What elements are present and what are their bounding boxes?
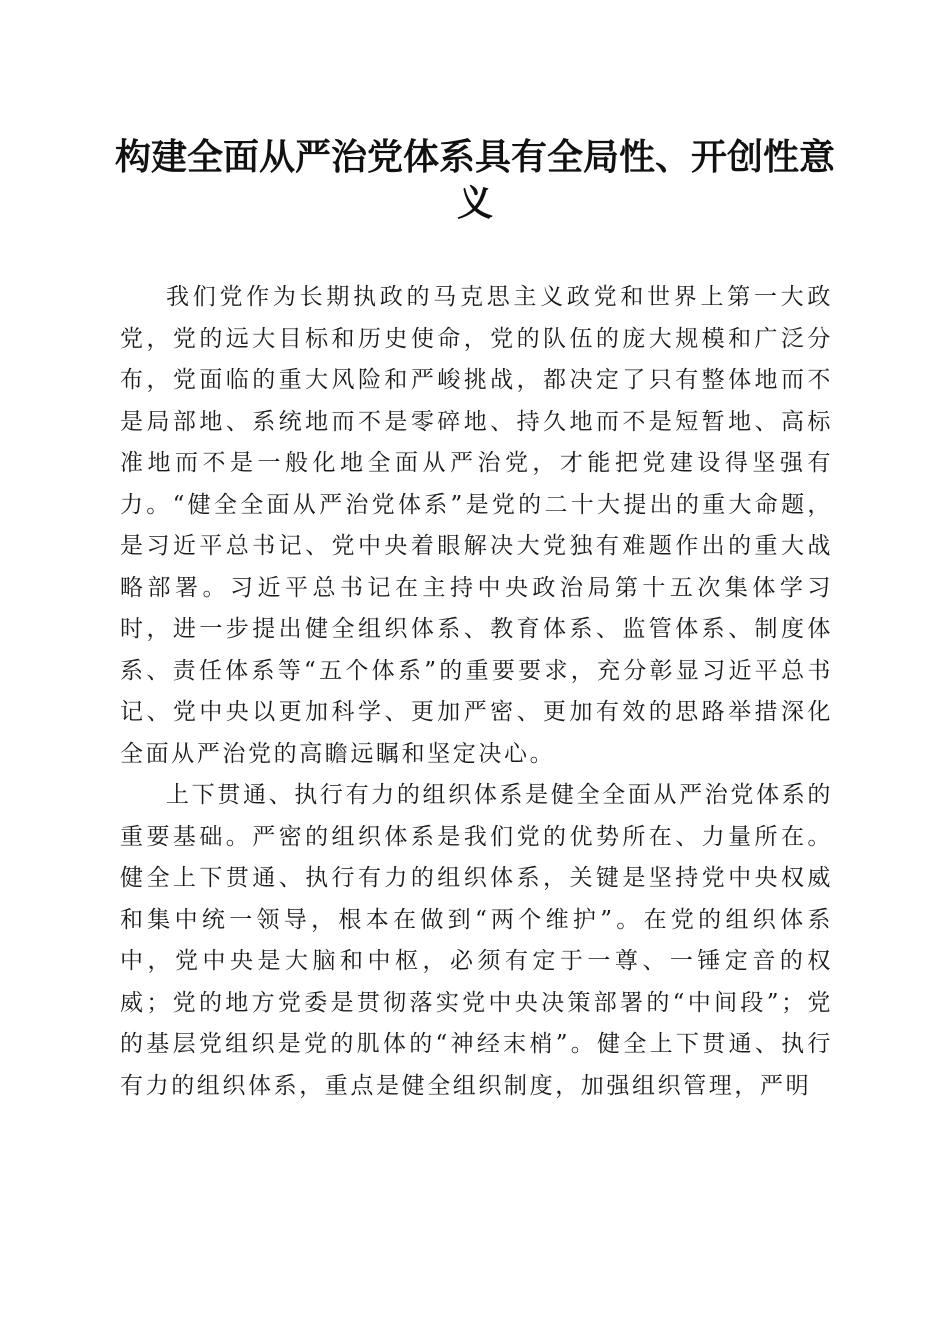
document-body [120, 277, 833, 1107]
paragraph-1: 我们党作为长期执政的马克思主义政党和世界上第一大政党，党的远大目标和历史使命，党的队伍的庞大规模和广泛分布，党面临的重大风险和严峻挑战，都决定了只有整体地而不是局部地、系统地而不是零碎地、持久地而不是短暂地、高标准地而不是一般化地全面从严治党，才能把党建设得坚强有力。“健全全面从严治党体系”是党的二十大提出的重大命题，是习近平总书记、党中央着眼解决大党独有难题作出的重大战略部署。习近平总书记在主持中央政治局第十五次集体学习时，进一步提出健全组织体系、教育体系、监管体系、制度体系、责任体系等“五个体系”的重要要求，充分彰显习近平总书记、党中央以更加科学、更加严密、更加有效的思路举措深化全面从严治党的高瞻远瞩和坚定决心。 [120, 284, 833, 767]
paragraph-2: 上下贯通、执行有力的组织体系是健全全面从严治党体系的重要基础。严密的组织体系是我们党的优势所在、力量所在。健全上下贯通、执行有力的组织体系，关键是坚持党中央权威和集中统一领导，根本在做到“两个维护”。在党的组织体系中，党中央是大脑和中枢，必须有定于一尊、一锤定音的权威；党的地方党委是贯彻落实党中央决策部署的“中间段”；党的基层党组织是党的肌体的“神经末梢”。健全上下贯通、执行有力的组织体系，重点是健全组织制度，加强组织管理，严明 [120, 782, 833, 1099]
document-title: 构建全面从严治党体系具有全局性、开创性意义 [114, 136, 835, 224]
